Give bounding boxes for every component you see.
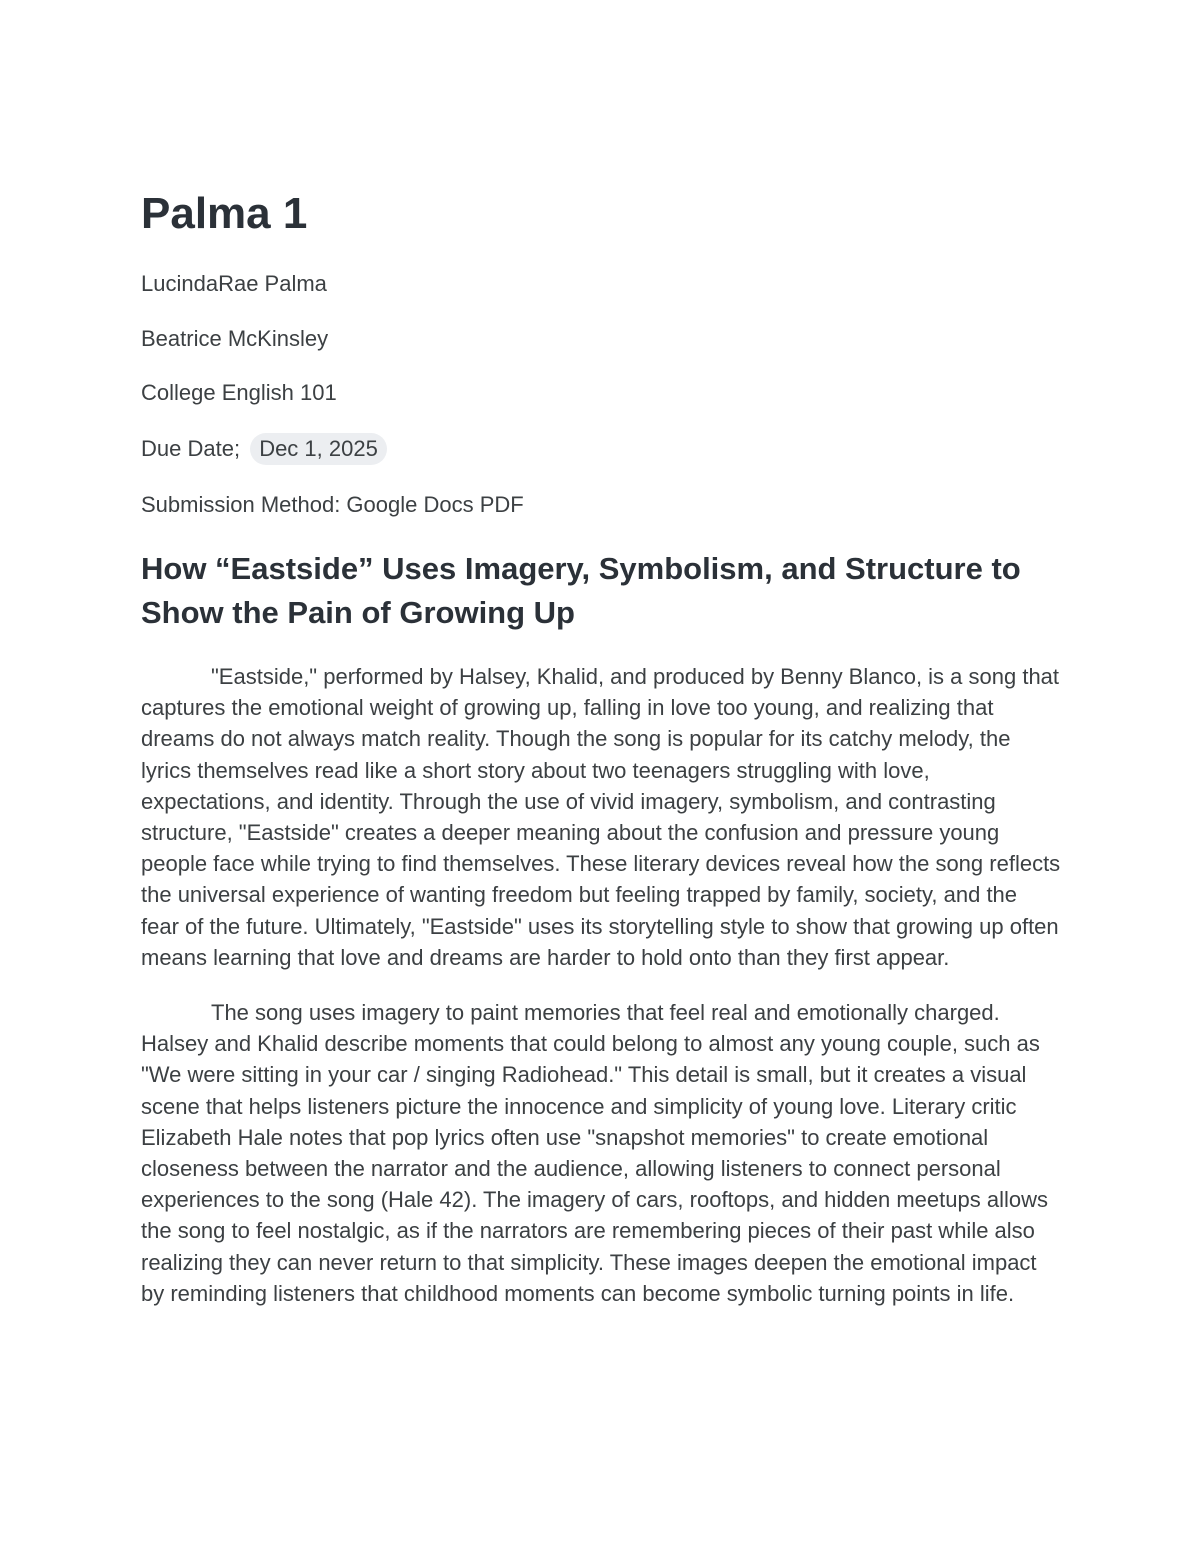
essay-paragraph-1: "Eastside," performed by Halsey, Khalid, and produced by Benny Blanco, is a song that captures the emotional weight of growing up, falling in love too young, and realizing that dreams do not always match reality. Though the song is popular for its catchy melody, the lyrics themselves read like a short story about two teenagers struggling with love, expectations, and identity. Through the use of vivid imagery, symbolism, and contrasting structure, "Eastside" creates a deeper meaning about the confusion and pressure young people face while trying to find themselves. These literary devices reveal how the song reflects the universal experience of wanting freedom but feeling trapped by family, society, and the fear of the future. Ultimately, "Eastside" uses its storytelling style to show that growing up often means learning that love and dreams are harder to hold onto than they first appear.: [141, 664, 1061, 970]
page-title: Palma 1: [141, 189, 308, 238]
due-date-label: Due Date;: [141, 436, 241, 461]
document-page: [141, 186, 1061, 1309]
due-date-line: [141, 433, 1061, 465]
essay-paragraph-2: The song uses imagery to paint memories that feel real and emotionally charged. Halsey and Khalid describe moments that could belong to almost any young couple, such as "We were sitting in your car / singing Radiohead." This detail is small, but it creates a visual scene that helps listeners picture the innocence and simplicity of young love. Literary critic Elizabeth Hale notes that pop lyrics often use "snapshot memories" to create emotional closeness between the narrator and the audience, allowing listeners to connect personal experiences to the song (Hale 42). The imagery of cars, rooftops, and hidden meetups allows the song to feel nostalgic, as if the narrators are remembering pieces of their past while also realizing they can never return to that simplicity. These images deepen the emotional impact by reminding listeners that childhood moments can become symbolic turning points in life.: [141, 1000, 1048, 1306]
due-date-chip[interactable]: Dec 1, 2025: [250, 433, 387, 465]
course-name: College English 101: [141, 380, 337, 405]
author-name: LucindaRae Palma: [141, 271, 327, 296]
essay-title: How “Eastside” Uses Imagery, Symbolism, and Structure to Show the Pain of Growing Up: [141, 551, 1021, 630]
instructor-name: Beatrice McKinsley: [141, 326, 329, 351]
submission-method: Submission Method: Google Docs PDF: [141, 492, 524, 517]
